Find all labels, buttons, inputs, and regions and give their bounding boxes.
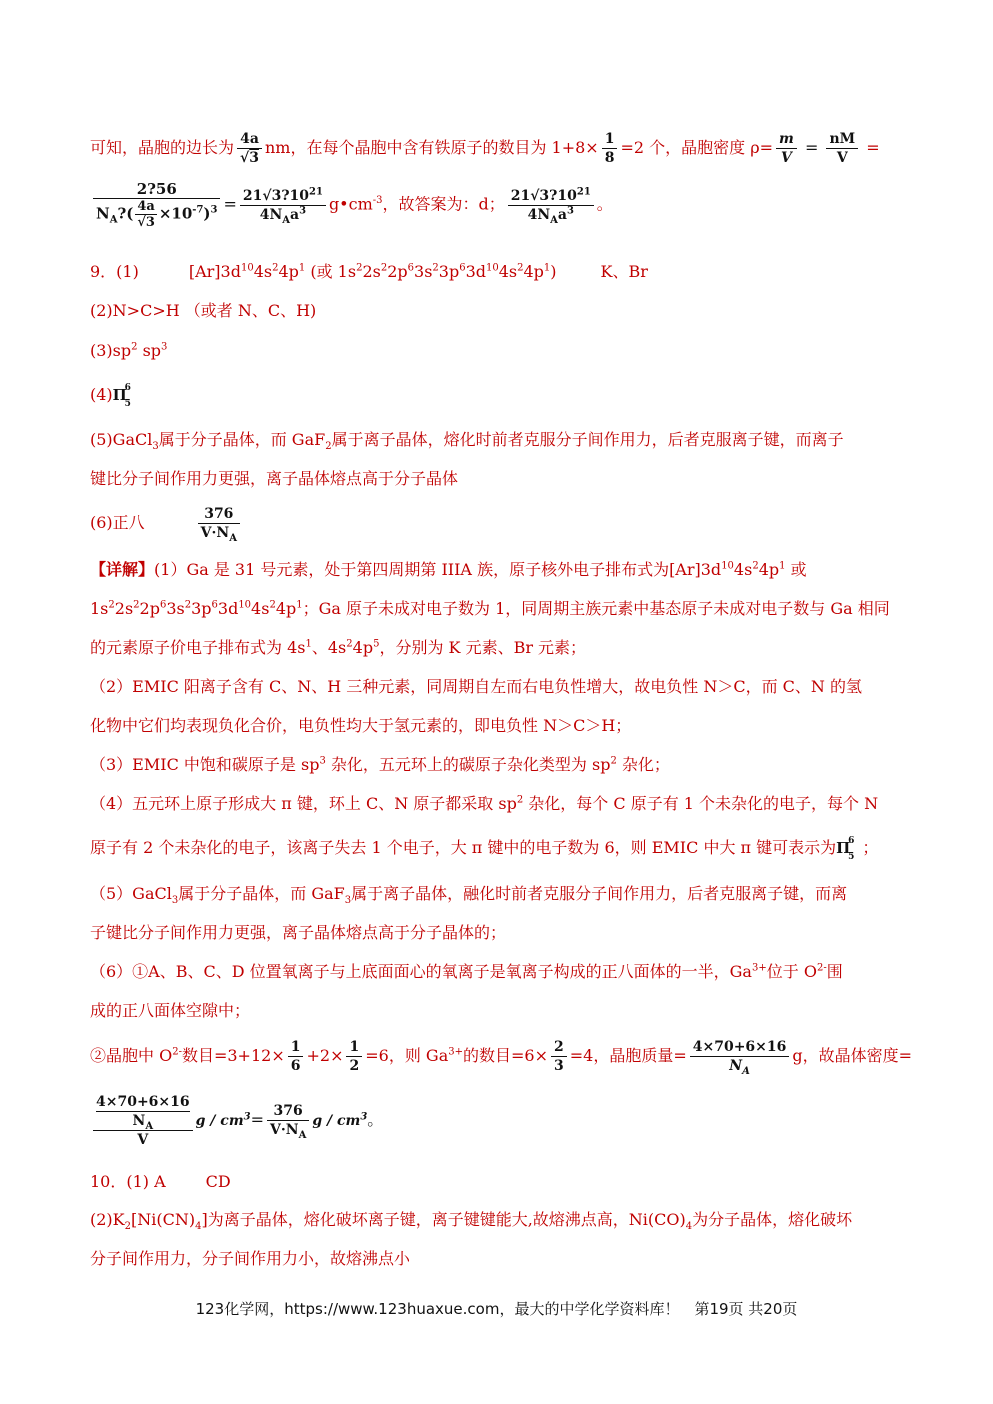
pi-bond-notation: Π 6 5 bbox=[112, 383, 131, 409]
q9-part6: (6)正八 $\frac{376}{V\cdot N_A}$ bbox=[90, 503, 243, 543]
detail-line-5: 化物中它们均表现负化合价，电负性均大于氢元素的，即电负性 N＞C＞H； bbox=[90, 716, 632, 735]
q10-part2: $(2)K_2[Ni(CN)_4]$为离子晶体，熔化破坏离子键，离子键键能大,故熔沸点高，$Ni(CO)_4$为分子晶体，熔化破坏 bbox=[90, 1210, 853, 1233]
page-footer: 123化学网，https://www.123huaxue.com，最大的中学化学资料库！ 第19页 共20页 bbox=[195, 1300, 798, 1318]
fraction-376-b: $\frac{376}{V\cdot N_A}$ bbox=[267, 1102, 309, 1139]
detail-line-1: 【详解】(1）Ga 是 31 号元素，处于第四周期第 IIIA 族，原子核外电子排布式为$[Ar]3d^{10}4s^24p^1$ 或 bbox=[90, 560, 807, 579]
detail-line-10: 子键比分子间作用力更强，离子晶体熔点高于分子晶体的； bbox=[90, 923, 507, 942]
fraction-nm-over-v: $\frac{nM}{V}$ bbox=[826, 130, 858, 167]
fraction-density-formula: 2?56 $N_A$?( $\frac{4a}{√3}$ $\times 10^{-7})^3$ bbox=[93, 180, 220, 230]
fraction-crystal-density: 4×70+6×16 $N_A$ V bbox=[93, 1093, 193, 1149]
fraction-density-result: $\frac{21√3?10^{21}}{4N_Aa^3}$ bbox=[240, 187, 326, 224]
pi-bond-notation-2: Π 6 5 bbox=[836, 836, 855, 862]
detail-line-6: （3）EMIC 中饱和碳原子是 $sp^3$ 杂化，五元环上的碳原子杂化类型为 $sp^2$ 杂化； bbox=[90, 755, 670, 774]
q9-part5-cont: 键比分子间作用力更强，离子晶体熔点高于分子晶体 bbox=[90, 469, 459, 488]
fraction-one-eighth: $\frac{1}{8}$ bbox=[602, 130, 618, 167]
q9-part4: (4)Π 6 5 bbox=[90, 383, 131, 409]
detail-line-7: （4）五元环上原子形成大 π 键，环上 C、N 原子都采取 $sp^2$ 杂化，每个 C 原子有 1 个未杂化的电子，每个 N bbox=[90, 794, 879, 813]
q10-part2-cont: 分子间作用力，分子间作用力小，故熔沸点小 bbox=[90, 1249, 411, 1268]
fraction-1-6: $\frac{1}{6}$ bbox=[288, 1038, 304, 1075]
fraction-cell-mass: $\frac{4\times 70+6\times 16}{N_A}$ bbox=[690, 1038, 790, 1075]
text-line-1: 可知，晶胞的边长为 $\frac{4a}{√3}$ nm，在每个晶胞中含有铁原子的数目为 1+8× $\frac{1}{8}$ =2 个，晶胞密度 ρ= $\frac{m}{V}$ = $\frac{nM}{V}$ = bbox=[90, 131, 880, 166]
fraction-m-over-v: $\frac{m}{V}$ bbox=[776, 130, 797, 167]
q9-part3: $(3)sp^2$ $sp^3$ bbox=[90, 341, 168, 360]
detail-line-8: 原子有 2 个未杂化的电子，该离子失去 1 个电子，大 π 键中的电子数为 6，则 EMIC 中大 π 键可表示为Π 6 5 ； bbox=[90, 836, 879, 862]
detail-line-14: 4×70+6×16 $N_A$ V $g / cm^3=$ $\frac{376}{V\cdot N_A}$ g / $cm^3$。 bbox=[90, 1085, 383, 1156]
detail-line-2: $1s^22s^22p^63s^23p^63d^{10}4s^24p^1$；Ga 原子未成对电子数为 1，同周期主族元素中基态原子未成对电子数与 Ga 相同 bbox=[90, 599, 890, 618]
fraction-answer: $\frac{21√3?10^{21}}{4N_Aa^3}$ bbox=[508, 187, 594, 224]
q10-part1: 10．(1) A CD bbox=[90, 1172, 231, 1191]
fraction-edge-length: $\frac{4a}{√3}$ bbox=[237, 130, 262, 167]
detail-line-11: （6）①A、B、C、D 位置氧离子与上底面面心的氧离子是氧离子构成的正八面体的一半，$Ga^{3+}$位于 $O^{2-}$围 bbox=[90, 962, 843, 981]
q9-part2: (2)N>C>H （或者 N、C、H) bbox=[90, 301, 317, 320]
fraction-2-3: $\frac{2}{3}$ bbox=[551, 1038, 567, 1075]
fraction-1-2: $\frac{1}{2}$ bbox=[346, 1038, 362, 1075]
detail-line-3: 的元素原子价电子排布式为 $4s^1$、$4s^24p^5$，分别为 K 元素、Br 元素； bbox=[90, 638, 587, 657]
q9-part1: 9．(1) $[Ar]3d^{10}4s^24p^1$ (或 $1s^22s^22p^63s^23p^63d^{10}4s^24p^1$) K、Br bbox=[90, 262, 648, 281]
q9-part5: (5)GaCl$_3$属于分子晶体，而 GaF$_2$属于离子晶体，熔化时前者克服分子间作用力，后者克服离子键，而离子 bbox=[90, 430, 844, 453]
detail-line-13: ②晶胞中 $O^{2-}$数目=3+12× $\frac{1}{6}$ +2× $\frac{1}{2}$ =6，则 $Ga^{3+}$的数目=6× $\frac{2}{3}$ =4，晶胞质量= $\frac{4\times 70+6\times 16}{N_A}$ g，故晶体密度= bbox=[90, 1039, 913, 1077]
detail-line-9: （5）GaCl$_3$属于分子晶体，而 GaF$_3$属于离子晶体，融化时前者克服分子间作用力，后者克服离子键，而离 bbox=[90, 884, 848, 907]
text-line-2: 2?56 $N_A$?( $\frac{4a}{√3}$ $\times 10^{-7})^3$ = $\frac{21√3?10^{21}}{4N_Aa^3}$ $g•cm^{-3}$，故答案为：d； $\frac{21√3?10^{21}}{4N_Aa^3}$ 。 bbox=[90, 180, 613, 230]
detail-line-4: （2）EMIC 阳离子含有 C、N、H 三种元素，同周期自左而右电负性增大，故电负性 N＞C，而 C、N 的氢 bbox=[90, 677, 863, 696]
detail-line-12: 成的正八面体空隙中； bbox=[90, 1001, 251, 1020]
fraction-376: $\frac{376}{V\cdot N_A}$ bbox=[198, 505, 240, 542]
